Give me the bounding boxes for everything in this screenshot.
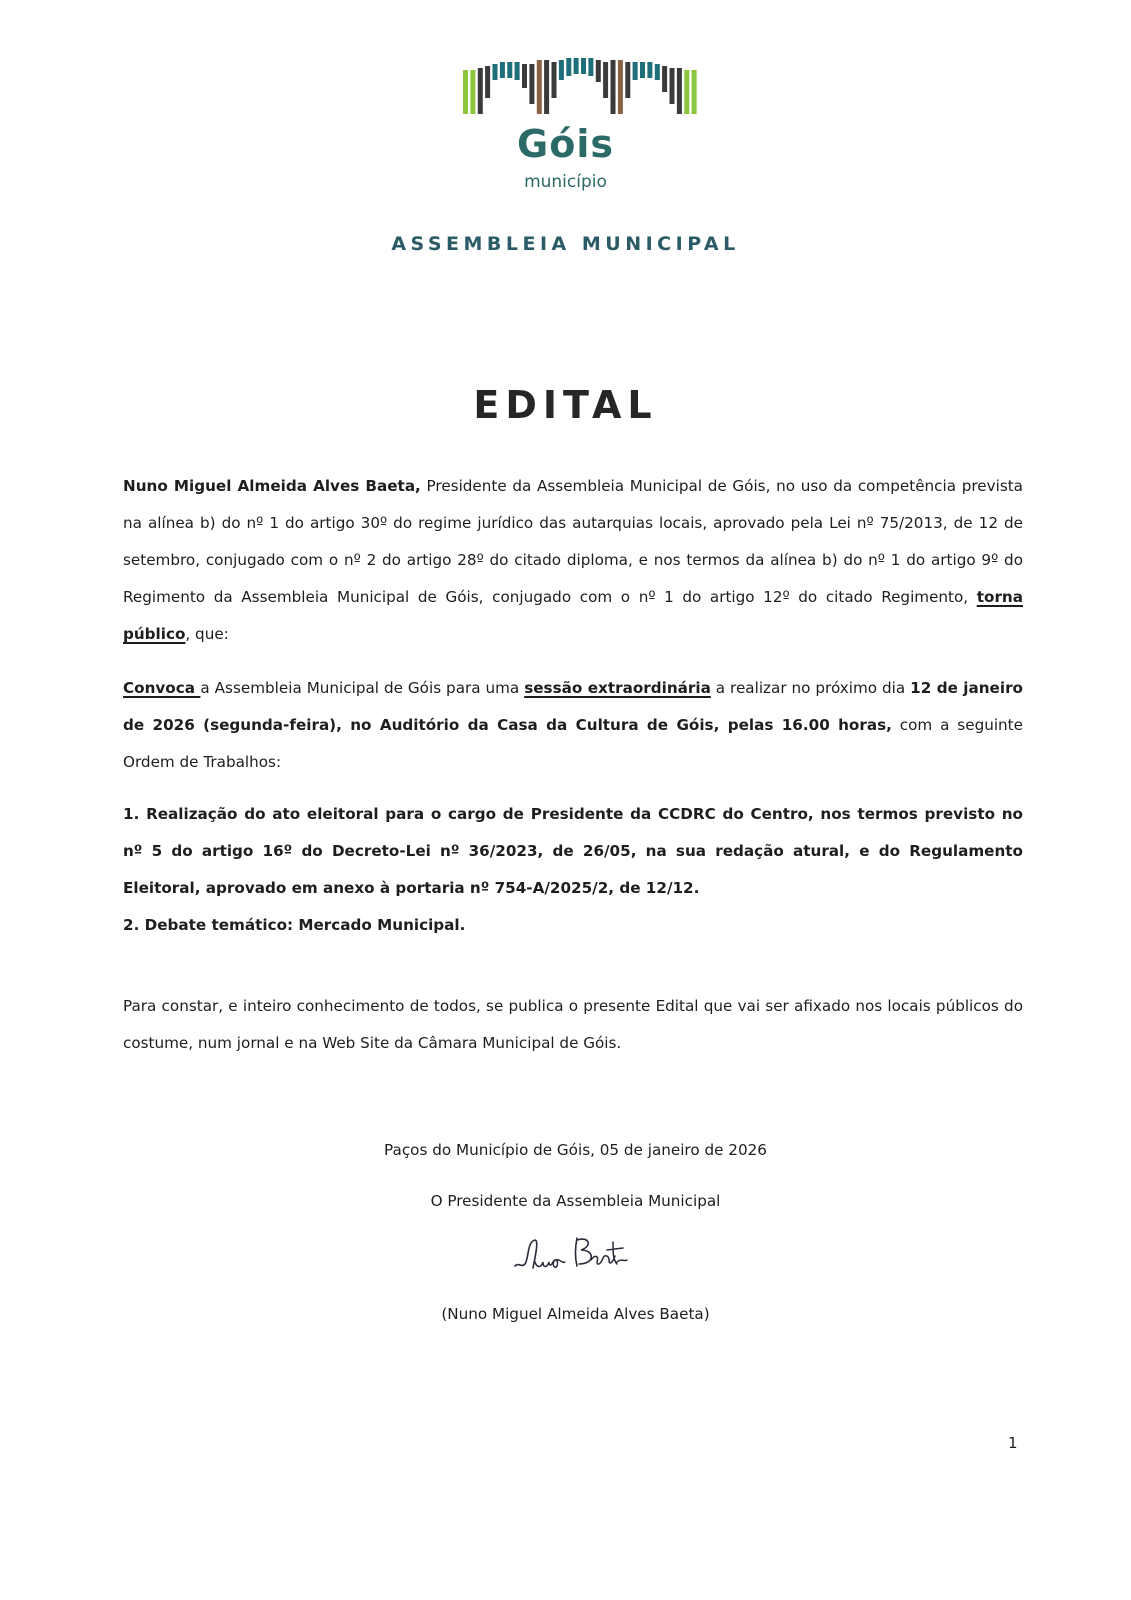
page-number: 1 — [1008, 1434, 1018, 1452]
logo-subtitle: município — [524, 172, 607, 192]
logo-bar — [677, 68, 682, 114]
logo-bar — [625, 62, 630, 98]
logo-bar — [692, 70, 697, 114]
convocation-text-c: com a seguinte Ordem de Trabalhos: — [123, 716, 1023, 771]
logo-bar — [603, 62, 608, 98]
logo-bar — [515, 62, 520, 80]
logo-bar — [566, 58, 571, 76]
logo-bar — [522, 64, 527, 88]
president-name: Nuno Miguel Almeida Alves Baeta, — [123, 477, 421, 495]
municipality-logo-icon — [462, 58, 698, 114]
logo-bar — [662, 66, 667, 92]
agenda-list — [123, 796, 1023, 944]
logo-bar — [670, 68, 675, 104]
paragraph-preamble — [123, 468, 1023, 653]
logo-bar — [596, 60, 601, 82]
logo-bar — [493, 64, 498, 80]
logo-bar — [529, 64, 534, 104]
place-and-date: Paços do Município de Góis, 05 de janeiro de 2026 — [384, 1141, 767, 1159]
logo-bar — [470, 70, 475, 114]
logo-bar — [552, 62, 557, 98]
logo-bar — [463, 70, 468, 114]
session-date-location: 12 de janeiro de 2026 (segunda-feira), no Auditório da Casa da Cultura de Góis, pelas 16.00 horas, — [123, 679, 1023, 734]
paragraph-closing: Para constar, e inteiro conhecimento de todos, se publica o presente Edital que vai ser afixado nos locais públicos do costume, num jornal e na Web Site da Câmara Municipal de Góis. — [123, 997, 1023, 1052]
logo-bar — [537, 60, 542, 114]
convoca-emphasis: Convoca — [123, 679, 201, 697]
agenda-item: 2. Debate temático: Mercado Municipal. — [123, 916, 466, 934]
torna-publico-emphasis: torna público — [123, 588, 1023, 643]
logo-bar — [485, 66, 490, 98]
convocation-text-a: a Assembleia Municipal de Góis para uma — [200, 679, 525, 697]
document-title: EDITAL — [473, 383, 658, 427]
logo-bar — [611, 60, 616, 114]
preamble-text: Presidente da Assembleia Municipal de Góis, no uso da competência prevista na alínea b) do nº 1 do artigo 30º do regime jurídico das autarquias locais, aprovado pela Lei nº 75/2013, de 12 de setembro, conjugado com o nº 2 do artigo 28º do citado diploma, e nos termos da alínea b) do nº 1 do artigo 9º do Regimento da Assembleia Municipal de Góis, conjugado com o nº 1 do artigo 12º do citado Regimento, — [123, 477, 1023, 606]
logo-bar — [574, 58, 579, 74]
logo-bar — [478, 68, 483, 114]
logo-bar — [684, 70, 689, 114]
logo-bar — [655, 64, 660, 80]
convocation-text-b: a realizar no próximo dia — [710, 679, 911, 697]
session-type-emphasis: sessão extraordinária — [524, 679, 711, 697]
assembly-heading: ASSEMBLEIA MUNICIPAL — [391, 233, 740, 255]
logo-bar — [647, 62, 652, 78]
signature-icon — [505, 1228, 645, 1278]
logo-bar — [633, 62, 638, 80]
agenda-item: 1. Realização do ato eleitoral para o cargo de Presidente da CCDRC do Centro, nos termos previsto no nº 5 do artigo 16º do Decreto-Lei nº 36/2023, de 26/05, na sua redação atural, e do Regulamento Eleitoral, aprovado em anexo à portaria nº 754-A/2025/2, de 12/12. — [123, 805, 1023, 897]
preamble-tail: , que: — [185, 625, 229, 643]
logo-bar — [500, 62, 505, 78]
logo-bar — [507, 62, 512, 78]
logo-bar — [588, 58, 593, 76]
signer-role: O Presidente da Assembleia Municipal — [430, 1192, 721, 1210]
logo-bar — [618, 60, 623, 114]
logo-bar — [640, 62, 645, 78]
signer-name: (Nuno Miguel Almeida Alves Baeta) — [441, 1305, 710, 1323]
logo-bar — [559, 60, 564, 80]
logo-bar — [581, 58, 586, 74]
logo-wordmark: Góis — [517, 122, 614, 166]
logo-bar — [544, 60, 549, 114]
paragraph-convocation — [123, 670, 1023, 781]
